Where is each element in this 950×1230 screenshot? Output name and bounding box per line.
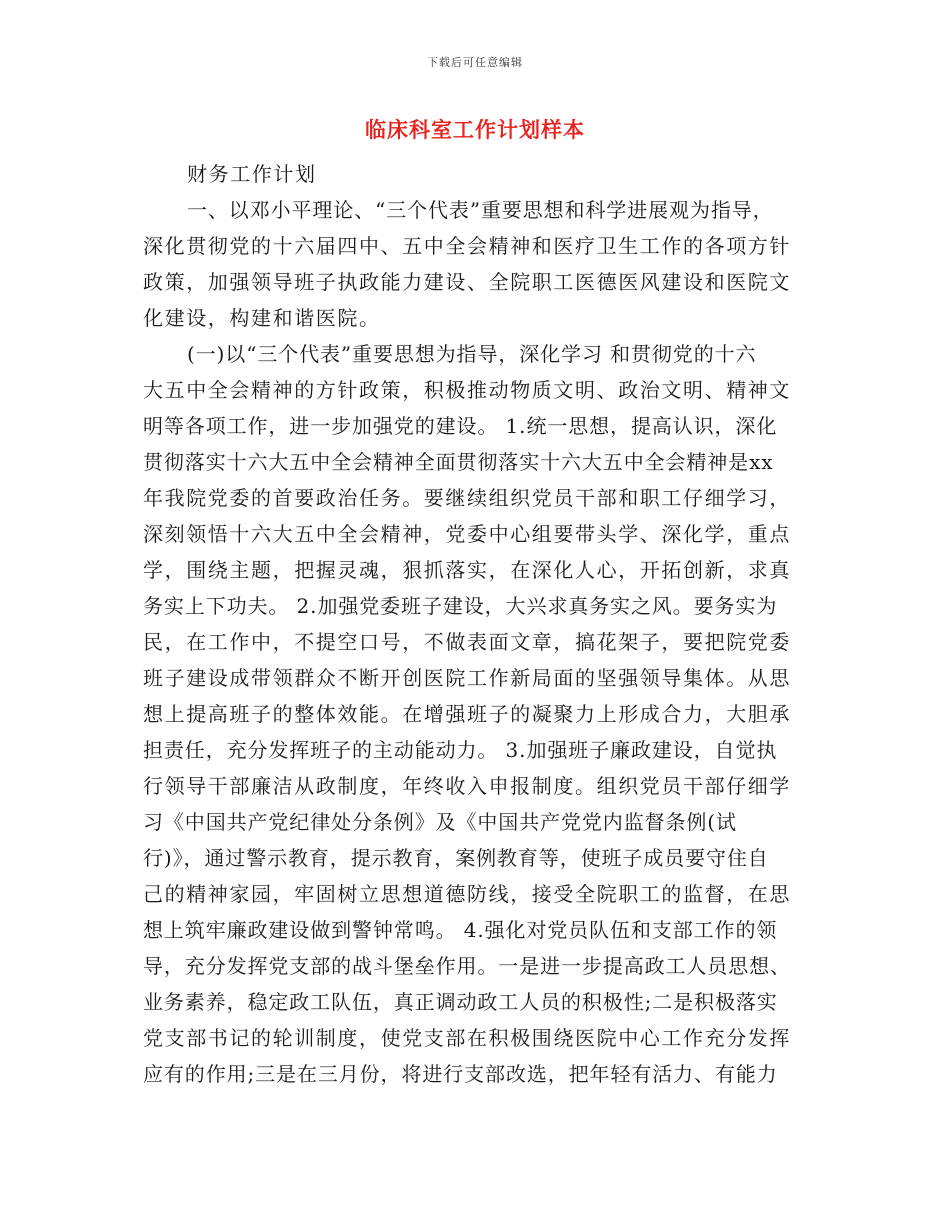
paragraph-line: 政策，加强领导班子执政能力建设、全院职工医德医风建设和医院文 bbox=[143, 270, 791, 294]
paragraph-line: 化建设，构建和谐医院。 bbox=[143, 306, 381, 330]
paragraph-line: (一)以“三个代表”重要思想为指导，深化学习 和贯彻党的十六 bbox=[187, 342, 757, 366]
paragraph-line: 导，充分发挥党支部的战斗堡垒作用。一是进一步提高政工人员思想、 bbox=[143, 954, 791, 978]
paragraph-line: 深刻领悟十六大五中全会精神，党委中心组要带头学、深化学，重点 bbox=[143, 522, 791, 546]
paragraph-line: 党支部书记的轮训制度，使党支部在积极围绕医院中心工作充分发挥 bbox=[143, 1026, 791, 1050]
document-title: 临床科室工作计划样本 bbox=[365, 117, 585, 142]
paragraph-line: 学，围绕主题，把握灵魂，狠抓落实，在深化人心，开拓创新，求真 bbox=[143, 558, 791, 582]
paragraph-line: 深化贯彻党的十六届四中、五中全会精神和医疗卫生工作的各项方针 bbox=[143, 234, 791, 258]
document-body bbox=[143, 156, 807, 1092]
paragraph-line: 民，在工作中，不提空口号，不做表面文章，搞花架子，要把院党委 bbox=[143, 630, 791, 654]
paragraph-line: 班子建设成带领群众不断开创医院工作新局面的坚强领导集体。从思 bbox=[143, 666, 791, 690]
paragraph-line: 大五中全会精神的方针政策，积极推动物质文明、政治文明、精神文 bbox=[143, 378, 791, 402]
paragraph-line: 一、以邓小平理论、“三个代表”重要思想和科学进展观为指导， bbox=[187, 198, 774, 222]
paragraph-line: 年我院党委的首要政治任务。要继续组织党员干部和职工仔细学习， bbox=[143, 486, 791, 510]
paragraph-line: 己的精神家园，牢固树立思想道德防线，接受全院职工的监督，在思 bbox=[143, 882, 791, 906]
paragraph-line: 明等各项工作，进一步加强党的建设。 1.统一思想，提高认识，深化 bbox=[143, 414, 778, 438]
paragraph-line: 习《中国共产党纪律处分条例》及《中国共产党党内监督条例(试 bbox=[143, 810, 737, 834]
paragraph-line: 应有的作用;三是在三月份，将进行支部改选，把年轻有活力、有能力 bbox=[143, 1062, 778, 1086]
paragraph-line: 贯彻落实十六大五中全会精神全面贯彻落实十六大五中全会精神是xx bbox=[143, 450, 774, 474]
header-note: 下载后可任意编辑 bbox=[427, 56, 523, 69]
paragraph-line: 想上筑牢廉政建设做到警钟常鸣。 4.强化对党员队伍和支部工作的领 bbox=[143, 918, 778, 942]
paragraph-line: 务实上下功夫。 2.加强党委班子建设，大兴求真务实之风。要务实为 bbox=[143, 594, 778, 618]
paragraph-line: 行领导干部廉洁从政制度，年终收入申报制度。组织党员干部仔细学 bbox=[143, 774, 791, 798]
section-heading: 财务工作计划 bbox=[187, 162, 317, 186]
paragraph-line: 担责任，充分发挥班子的主动能动力。 3.加强班子廉政建设，自觉执 bbox=[143, 738, 778, 762]
paragraph-line: 业务素养，稳定政工队伍，真正调动政工人员的积极性;二是积极落实 bbox=[143, 990, 778, 1014]
paragraph-line: 想上提高班子的整体效能。在增强班子的凝聚力上形成合力，大胆承 bbox=[143, 702, 791, 726]
paragraph-line: 行)》，通过警示教育，提示教育，案例教育等，使班子成员要守住自 bbox=[143, 846, 769, 870]
